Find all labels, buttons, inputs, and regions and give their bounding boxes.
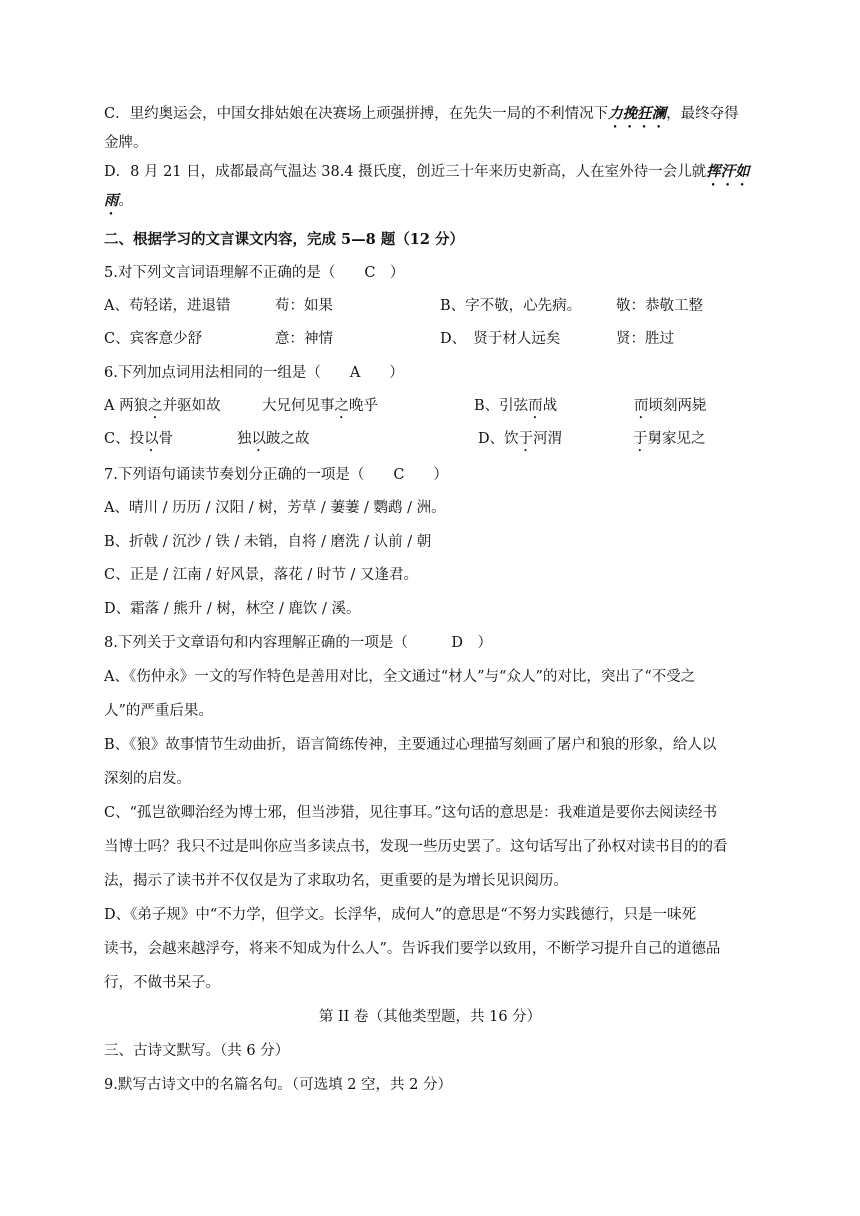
q6-option-d-1: D、饮于河渭 (478, 431, 563, 447)
section-3-title: 三、古诗文默写。（共 6 分） (104, 1043, 290, 1059)
q5-stem: 5.对下列文言词语理解不正确的是（ C ） (104, 265, 405, 281)
q5-option-b-gloss: 敬：恭敬工整 (616, 298, 703, 314)
q6-option-a-2: 大兄何见事之晚乎 (262, 398, 378, 414)
q5-option-d: D、 贤于材人远矣 (440, 331, 561, 347)
q7-option-b: B、折戟 / 沉沙 / 铁 / 未销，自将 / 磨洗 / 认前 / 朝 (104, 534, 432, 550)
q4-c-text: C．里约奥运会，中国女排姑娘在决赛场上顽强拼搏，在先失一局的不利情况下 (104, 106, 609, 122)
q4-d-text: D．8 月 21 日，成都最高气温达 38.4 摄氏度，创近三十年来历史新高，人在室外待一会儿就 (104, 164, 707, 180)
q7-option-c: C、正是 / 江南 / 好风景，落花 / 时节 / 又逢君。 (104, 567, 419, 583)
section-2-title: 二、根据学习的文言课文内容，完成 5—8 题（12 分） (104, 231, 464, 248)
q5-option-a: A、苟轻诺，进退错 (104, 298, 231, 314)
q5-option-c: C、宾客意少舒 (104, 331, 203, 347)
q6-option-a-1: A 两狼之并驱如故 (104, 398, 221, 414)
q8-option-c-cont-2: 法，揭示了读书并不仅仅是为了求取功名，更重要的是为增长见识阅历。 (104, 873, 568, 889)
q6-option-c-1: C、投以骨 (104, 431, 174, 447)
q7-stem: 7.下列语句诵读节奏划分正确的一项是（ C ） (104, 467, 448, 483)
q9-stem: 9.默写古诗文中的名篇名句。（可选填 2 空，共 2 分） (104, 1077, 452, 1093)
part-2-title: 第 II 卷（其他类型题，共 16 分） (318, 1009, 542, 1025)
q8-option-c-cont-1: 当博士吗？我只不过是叫你应当多读点书，发现一些历史罢了。这句话写出了孙权对读书目的的看 (104, 839, 728, 855)
q8-option-b-cont: 深刻的启发。 (104, 771, 191, 787)
q8-stem: 8.下列关于文章语句和内容理解正确的一项是（ D ） (104, 635, 492, 651)
q4-option-d (104, 162, 750, 189)
q4-option-c (104, 104, 739, 131)
q4-c-text-end: ，最终夺得 (666, 106, 739, 122)
q6-option-b-1: B、引弦而战 (474, 398, 558, 414)
q4-d-period: 。 (118, 193, 133, 209)
q8-option-d-cont-2: 行，不做书呆子。 (104, 975, 220, 991)
q7-option-d: D、霜落 / 熊升 / 树，林空 / 鹿饮 / 溪。 (104, 601, 361, 617)
q6-dotted-word: 而 (528, 398, 543, 414)
q8-option-a-cont: 人”的严重后果。 (104, 703, 213, 719)
q6-option-b-2: 而顷刻两毙 (634, 398, 707, 414)
q6-dotted-word: 以 (251, 431, 266, 447)
q8-option-d-cont-1: 读书，会越来越浮夸，将来不知成为什么人”。告诉我们要学以致用，不断学习提升自己的道德品 (104, 941, 721, 957)
q6-dotted-word: 于 (633, 431, 648, 447)
q6-dotted-word: 而 (634, 398, 649, 414)
q6-option-c-2: 独以跛之故 (237, 431, 310, 447)
q5-option-a-gloss: 苟：如果 (275, 298, 333, 314)
q6-dotted-word: 以 (144, 431, 159, 447)
q8-option-b: B、《狼》故事情节生动曲折，语言简练传神，主要通过心理描写刻画了屠户和狼的形象，给人以 (104, 737, 717, 753)
q6-dotted-word: 于 (518, 431, 534, 447)
q8-option-a: A、《伤仲永》一文的写作特色是善用对比，全文通过“材人”与“众人”的对比，突出了“不受之 (104, 669, 696, 685)
q4-c-idiom: 力挽狂澜 (608, 105, 667, 122)
q4-option-d-cont (104, 191, 133, 218)
q6-option-d-2: 于舅家见之 (633, 431, 706, 447)
q7-option-a: A、晴川 / 历历 / 汉阳 / 树，芳草 / 萋萋 / 鹦鹉 / 洲。 (104, 500, 446, 516)
q4-d-idiom: 挥汗如 (706, 163, 750, 180)
q6-dotted-word: 之 (148, 398, 163, 414)
q4-option-c-cont: 金牌。 (104, 135, 148, 151)
q8-option-d: D、《弟子规》中“不力学，但学文。长浮华，成何人”的意思是“不努力实践德行，只是一味死 (104, 907, 697, 923)
q6-stem: 6.下列加点词用法相同的一组是（ A ） (104, 365, 404, 381)
q8-option-c: C、“孤岂欲卿治经为博士邪，但当涉猎，见往事耳。”这句话的意思是：我难道是要你去阅读经书 (104, 805, 718, 821)
q4-d-idiom-end: 雨 (104, 192, 119, 209)
q5-option-c-gloss: 意：神情 (275, 331, 333, 347)
q5-option-d-gloss: 贤：胜过 (616, 331, 674, 347)
q5-option-b: B、字不敬，心先病。 (440, 298, 582, 314)
q6-dotted-word: 之 (334, 398, 349, 414)
